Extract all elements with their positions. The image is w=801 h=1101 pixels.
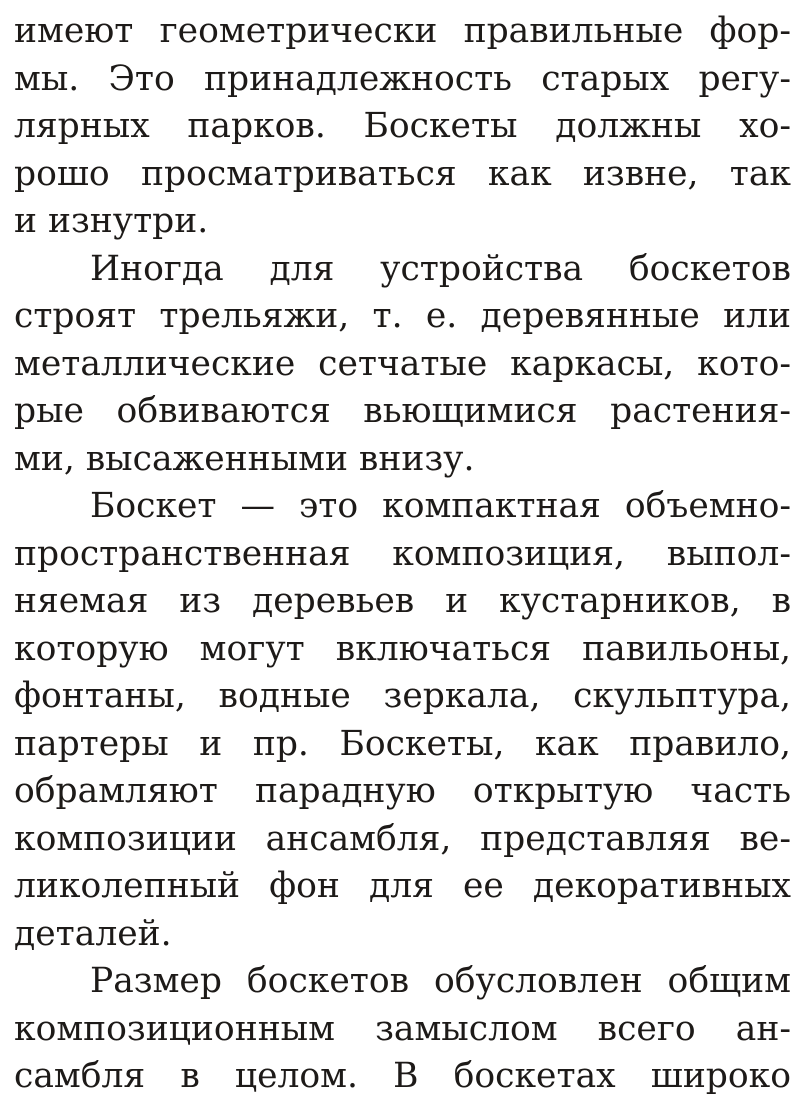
text-line: рые обвиваются вьющимися растения- xyxy=(14,391,791,431)
text-line: лярных парков. Боскеты должны хо- xyxy=(14,106,791,146)
text-line: Боскет — это компактная объемно- xyxy=(90,486,791,526)
text-line: мы. Это принадлежность старых регу- xyxy=(14,58,791,99)
text-line: обрамляют парадную открытую часть xyxy=(14,771,791,811)
text-line: деталей. xyxy=(14,913,172,954)
text-line: и изнутри. xyxy=(14,201,209,241)
text-line: строят трельяжи, т. е. деревянные или xyxy=(14,296,791,336)
text-line: пространственная композиция, выпол- xyxy=(14,533,791,574)
text-line: композиционным замыслом всего ан- xyxy=(14,1008,791,1049)
text-line: няемая из деревьев и кустарников, в xyxy=(14,581,791,621)
text-line: имеют геометрически правильные фор- xyxy=(14,11,791,51)
text-line: рошо просматриваться как извне, так xyxy=(14,153,791,194)
text-line: ликолепный фон для ее декоративных xyxy=(14,866,791,906)
text-line: металлические сетчатые каркасы, кото- xyxy=(14,343,791,384)
text-line: Иногда для устройства боскетов xyxy=(90,248,791,289)
text-line: партеры и пр. Боскеты, как правило, xyxy=(14,723,791,764)
text-line: которую могут включаться павильоны, xyxy=(14,628,791,669)
text-line: фонтаны, водные зеркала, скульптура, xyxy=(14,676,791,716)
paragraph-1 xyxy=(14,8,791,246)
text-line: ми, высаженными внизу. xyxy=(14,438,475,479)
paragraph-2 xyxy=(14,246,791,484)
paragraph-4 xyxy=(14,958,791,1101)
text-line: композиции ансамбля, представляя ве- xyxy=(14,818,791,859)
text-line: самбля в целом. В боскетах широко xyxy=(14,1056,791,1096)
paragraph-3 xyxy=(14,483,791,958)
text-line: Размер боскетов обусловлен общим xyxy=(90,961,791,1001)
